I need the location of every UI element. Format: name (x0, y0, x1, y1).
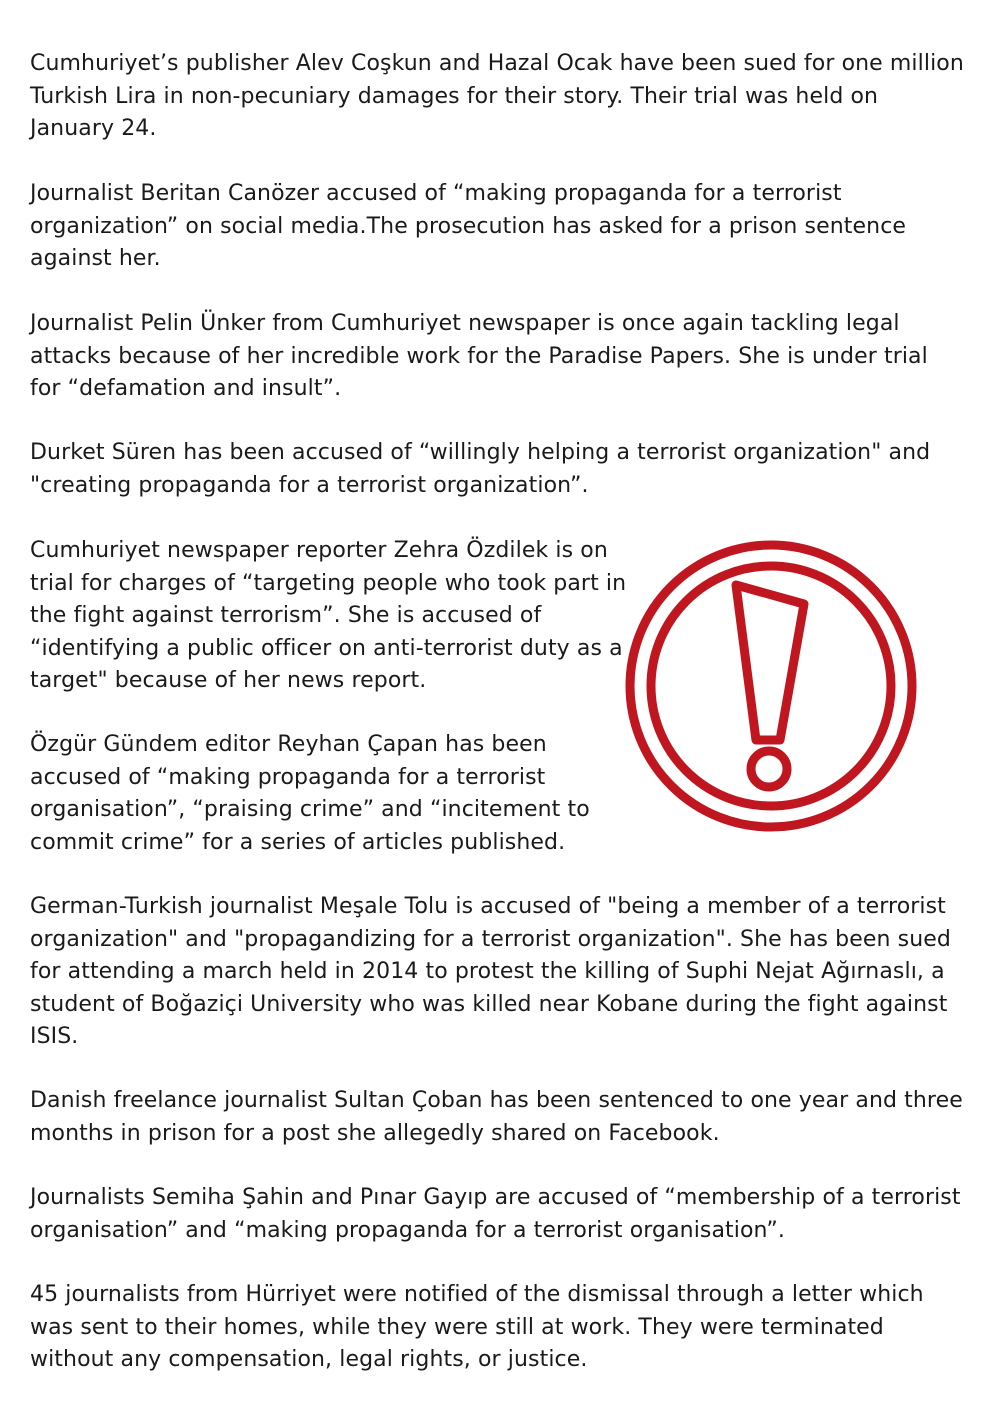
paragraph-unker: Journalist Pelin Ünker from Cumhuriyet newspaper is once again tackling legal attacks because of her incredible work for the Paradise Papers. She is under trial for “defamation and insult”. (30, 311, 928, 401)
paragraph-coban: Danish freelance journalist Sultan Çoban has been sentenced to one year and three months in prison for a post she allegedly shared on Facebook. (30, 1088, 963, 1146)
paragraph-coskun-ocak: Cumhuriyet’s publisher Alev Coşkun and Hazal Ocak have been sued for one million Turkish Lira in non-pecuniary damages for their story. Their trial was held on January 24. (30, 51, 964, 141)
paragraph-canozer: Journalist Beritan Canözer accused of “making propaganda for a terrorist organization” on social media.The prosecution has asked for a prison sentence against her. (30, 181, 907, 271)
paragraph-tolu: German-Turkish journalist Meşale Tolu is accused of "being a member of a terrorist organization" and "propagandizing for a terrorist organization". She has been sued for attending a march held in 2014 to protest the killing of Suphi Nejat Ağırnaslı, a student of Boğaziçi University who was killed near Kobane during the fight against ISIS. (30, 894, 951, 1049)
paragraph-hurriyet: 45 journalists from Hürriyet were notified of the dismissal through a letter which was sent to their homes, while they were still at work. They were terminated without any compensation, legal rights, or justice. (30, 1282, 924, 1372)
paragraph-suren: Durket Süren has been accused of “willingly helping a terrorist organization" and "creating propaganda for a terrorist organization”. (30, 440, 931, 498)
paragraph-ozdilek: Cumhuriyet newspaper reporter Zehra Özdilek is on trial for charges of “targeting people who took part in the fight against terrorism”. She is accused of “identifying a public officer on anti-terrorist duty as a target" because of her news report. (30, 538, 627, 693)
exclamation-warning-icon (625, 540, 917, 832)
paragraph-capan: Özgür Gündem editor Reyhan Çapan has been accused of “making propaganda for a terrorist organisation”, “praising crime” and “incitement to commit crime” for a series of articles published. (30, 732, 590, 855)
paragraph-sahin-gayip: Journalists Semiha Şahin and Pınar Gayıp are accused of “membership of a terrorist organisation” and “making propaganda for a terrorist organisation”. (30, 1185, 961, 1243)
